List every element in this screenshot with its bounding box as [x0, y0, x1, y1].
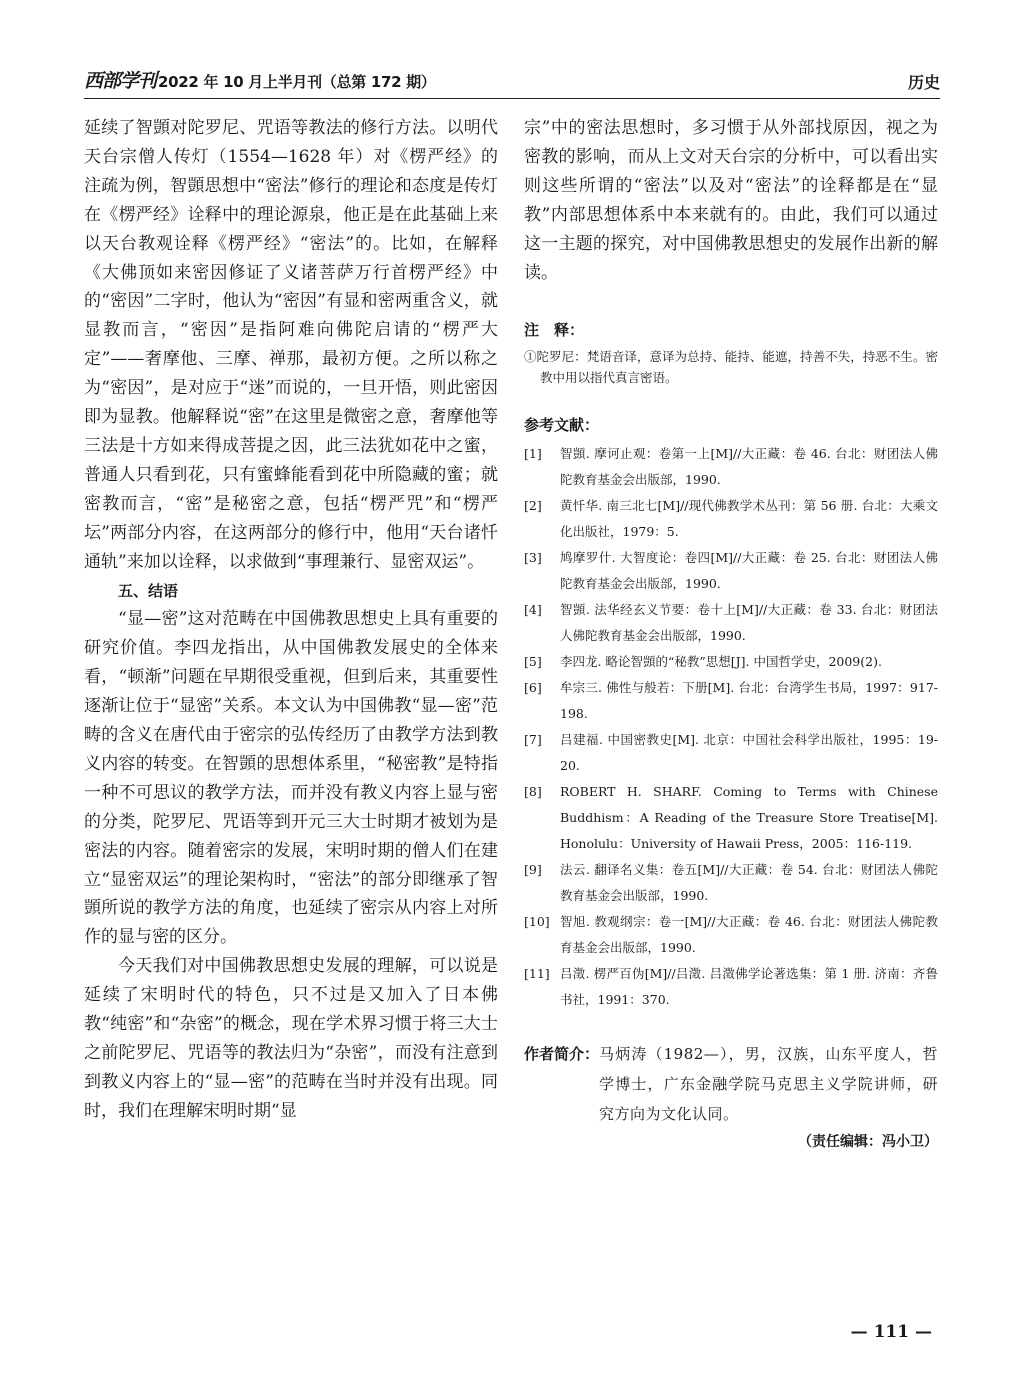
- references-title: 参考文献：: [524, 416, 600, 435]
- reference-text: 法云. 翻译名义集：卷五[M]//大正藏：卷 54. 台北：财团法人佛陀教育基金会出版部，1990.: [560, 862, 938, 904]
- reference-text: 李四龙. 略论智顗的“秘教”思想[J]. 中国哲学史，2009(2).: [560, 654, 882, 670]
- reference-item: [524, 649, 938, 675]
- reference-item: [524, 961, 938, 1013]
- reference-text: ROBERT H. SHARF. Coming to Terms with Chinese Buddhism：A Reading of the Treasure Store Treatise[M]. Honolulu：University of Hawaii Press，2005：116-119.: [560, 784, 938, 852]
- header-left: [84, 66, 436, 93]
- reference-number: [5]: [524, 654, 542, 670]
- reference-item: [524, 675, 938, 727]
- issue-info: 2022 年 10 月上半月刊（总第 172 期）: [158, 73, 436, 91]
- body-paragraph: 今天我们对中国佛教思想史发展的理解，可以说是延续了宋明时代的特色，只不过是又加入了日本佛教“纯密”和“杂密”的概念，现在学术界习惯于将三大士之前陀罗尼、咒语等的教法归为“杂密”，而没有注意到到教义内容上的“显—密”的范畴在当时并没有出现。同时，我们在理解宋明时期“显: [84, 956, 498, 1121]
- reference-item: [524, 441, 938, 493]
- reference-text: 智旭. 教观纲宗：卷一[M]//大正藏：卷 46. 台北：财团法人佛陀教育基金会出版部，1990.: [560, 914, 938, 956]
- reference-number: [1]: [524, 446, 542, 462]
- footnote: ①陀罗尼：梵语音译，意译为总持、能持、能遮，持善不失，持恶不生。密教中用以指代真言密语。: [524, 349, 938, 386]
- reference-number: [6]: [524, 680, 542, 696]
- reference-text: 智顗. 摩诃止观：卷第一上[M]//大正藏：卷 46. 台北：财团法人佛陀教育基金会出版部，1990.: [560, 446, 938, 488]
- author-bio-label: 作者简介：: [524, 1045, 600, 1064]
- left-column: [84, 114, 498, 1126]
- reference-number: [11]: [524, 966, 550, 982]
- body-paragraph: 延续了智顗对陀罗尼、咒语等教法的修行方法。以明代天台宗僧人传灯（1554—1628 年）对《楞严经》的注疏为例，智顗思想中“密法”修行的理论和态度是传灯在《楞严经》诠释中的理论源泉，他正是在此基础上来以天台教观诠释《楞严经》“密法”的。比如，在解释《大佛顶如来密因修证了义诸菩萨万行首楞严经》中的“密因”二字时，他认为“密因”有显和密两重含义，就显教而言，“密因”是指阿难向佛陀启请的“楞严大定”——奢摩他、三摩、禅那，最初方便。之所以称之为“密因”，是对应于“迷”而说的，一旦开悟，则此密因即为显教。他解释说“密”在这里是微密之意，奢摩他等三法是十方如来得成菩提之因，此三法犹如花中之蜜，普通人只看到花，只有蜜蜂能看到花中所隐藏的蜜；就密教而言，“密”是秘密之意，包括“楞严咒”和“楞严坛”两部分内容，在这两部分的修行中，他用“天台诸忏通轨”来加以诠释，以求做到“事理兼行、显密双运”。: [84, 118, 498, 572]
- reference-text: 黄忏华. 南三北七[M]//现代佛教学术丛刊：第 56 册. 台北：大乘文化出版社，1979：5.: [560, 498, 938, 540]
- body-paragraph: 宗”中的密法思想时，多习惯于从外部找原因，视之为密教的影响，而从上文对天台宗的分析中，可以看出实则这些所谓的“密法”以及对“密法”的诠释都是在“显教”内部思想体系中本来就有的。由此，我们可以通过这一主题的探究，对中国佛教思想史的发展作出新的解读。: [524, 118, 938, 283]
- reference-number: [4]: [524, 602, 542, 618]
- running-header: [84, 68, 940, 99]
- reference-number: [2]: [524, 498, 542, 514]
- body-paragraph: “显—密”这对范畴在中国佛教思想史上具有重要的研究价值。李四龙指出，从中国佛教发展史的全体来看，“顿渐”问题在早期很受重视，但到后来，其重要性逐渐让位于“显密”关系。本文认为中国佛教“显—密”范畴的含义在唐代由于密宗的弘传经历了由教学方法到教义内容的转变。在智顗的思想体系里，“秘密教”是特指一种不可思议的教学方法，而并没有教义内容上显与密的分类，陀罗尼、咒语等到开元三大士时期才被划为是密法的内容。随着密宗的发展，宋明时期的僧人们在建立“显密双运”的理论架构时，“密法”的部分即继承了智顗所说的教学方法的角度，也延续了密宗从内容上对所作的显与密的区分。: [84, 609, 498, 948]
- reference-item: [524, 779, 938, 857]
- reference-number: [3]: [524, 550, 542, 566]
- reference-item: [524, 727, 938, 779]
- reference-text: 吕澂. 楞严百伪[M]//吕澂. 吕澂佛学论著选集：第 1 册. 济南：齐鲁书社，1991：370.: [560, 966, 938, 1008]
- responsible-editor: （责任编辑：冯小卫）: [798, 1134, 938, 1151]
- author-bio: [524, 1039, 938, 1129]
- notes-title: 注 释：: [524, 321, 585, 340]
- reference-text: 吕建福. 中国密教史[M]. 北京：中国社会科学出版社，1995：19-20.: [560, 732, 938, 774]
- reference-item: [524, 909, 938, 961]
- reference-item: [524, 493, 938, 545]
- reference-list: [524, 441, 938, 1013]
- right-column: [524, 114, 938, 1151]
- reference-number: [7]: [524, 732, 542, 748]
- reference-item: [524, 857, 938, 909]
- reference-number: [8]: [524, 784, 542, 800]
- page-number: — 111 —: [850, 1322, 932, 1342]
- author-bio-text: 马炳涛（1982—），男，汉族，山东平度人，哲学博士，广东金融学院马克思主义学院讲师，研究方向为文化认同。: [599, 1045, 938, 1124]
- section-heading: 五、结语: [118, 581, 179, 600]
- reference-number: [9]: [524, 862, 542, 878]
- reference-number: [10]: [524, 914, 550, 930]
- reference-item: [524, 597, 938, 649]
- reference-text: 鸠摩罗什. 大智度论：卷四[M]//大正藏：卷 25. 台北：财团法人佛陀教育基金会出版部，1990.: [560, 550, 938, 592]
- journal-logo: 西部学刊: [84, 70, 157, 92]
- reference-text: 智顗. 法华经玄义节要：卷十上[M]//大正藏：卷 33. 台北：财团法人佛陀教育基金会出版部，1990.: [560, 602, 938, 644]
- reference-item: [524, 545, 938, 597]
- reference-text: 牟宗三. 佛性与般若：下册[M]. 台北：台湾学生书局，1997：917-198.: [560, 680, 938, 722]
- section-label: 历史: [907, 73, 940, 92]
